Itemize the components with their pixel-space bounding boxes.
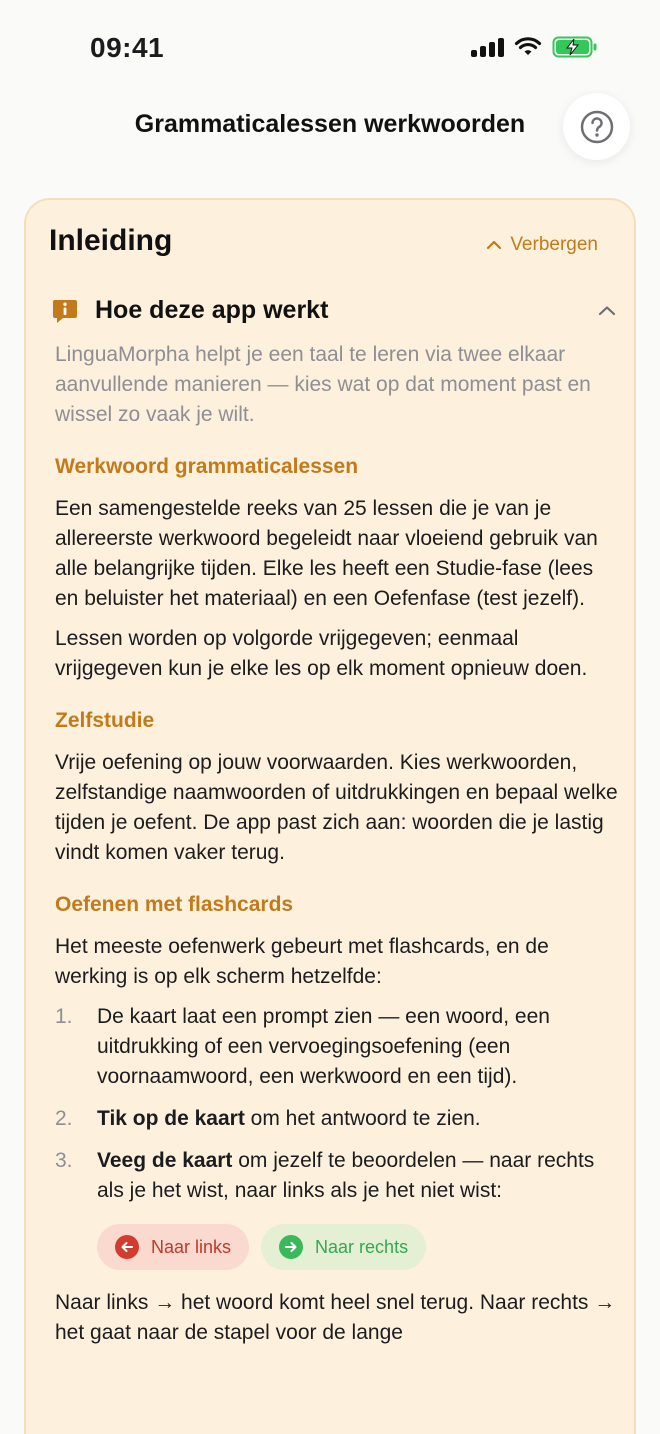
question-circle-icon: [580, 110, 614, 144]
arrow-left-icon: [115, 1235, 139, 1259]
list-number: 2.: [55, 1107, 73, 1130]
list-text-bold: Tik op de kaart: [97, 1107, 245, 1130]
verb-lessons-paragraph-1: Een samengestelde reeks van 25 lessen die je van je allereerste werkwoord begeleidt naar vloeiend gebruik van alle belangrijke tijden. Elke les heeft een Studie-fase (lees en beluister het materiaal) en een Oefenfase (test jezelf).: [55, 497, 598, 610]
battery-charging-icon: [552, 36, 598, 58]
list-number: 3.: [55, 1149, 73, 1172]
swipe-left-chip: [97, 1224, 249, 1270]
list-item: [55, 1104, 620, 1134]
verb-lessons-heading: Werkwoord grammaticalessen: [55, 455, 359, 478]
flashcards-heading: Oefenen met flashcards: [55, 893, 294, 916]
cellular-signal-icon: [471, 37, 504, 57]
self-study-heading: Zelfstudie: [55, 709, 155, 732]
intro-card: [24, 198, 636, 1434]
self-study-paragraph: Vrije oefening op jouw voorwaarden. Kies werkwoorden, zelfstandige naamwoorden of uitdrukkingen en bepaal welke tijden je oefent. De app past zich aan: woorden die je lastig vindt komen vaker terug.: [55, 751, 618, 864]
list-text-body: om het antwoord te zien.: [244, 1107, 481, 1130]
flashcards-paragraph-2: Naar links → het woord komt heel snel terug. Naar rechts → het gaat naar de stapel voor de lange: [55, 1291, 616, 1344]
swipe-right-label: Naar rechts: [315, 1236, 409, 1257]
intro-text: LinguaMorpha helpt je een taal te leren via twee elkaar aanvullende manieren — kies wat op dat moment past en wissel zo vaak je wilt.: [55, 343, 591, 426]
card-title: Inleiding: [49, 224, 173, 257]
section-header[interactable]: [51, 296, 616, 325]
list-item: [55, 1002, 620, 1092]
swipe-right-chip: [261, 1224, 426, 1270]
help-button[interactable]: [563, 93, 630, 160]
list-number: 1.: [55, 1005, 73, 1028]
wifi-icon: [514, 37, 542, 57]
arrow-right-icon: [279, 1235, 303, 1259]
swipe-left-label: Naar links: [151, 1236, 232, 1257]
hide-button[interactable]: [486, 234, 598, 256]
list-item: [55, 1146, 620, 1206]
status-icons: [471, 36, 598, 58]
list-text: [97, 1146, 620, 1206]
list-text-body: De kaart laat een prompt zien — een woord, een uitdrukking of een vervoegingsoefening (een voornaamwoord, een werkwoord en een tijd).: [97, 1005, 550, 1088]
swipe-legend: [97, 1224, 620, 1270]
list-text-body: om jezelf te beoordelen — naar rechts als je het wist, naar links als je het niet wist:: [97, 1149, 595, 1202]
flashcards-paragraph-1: Het meeste oefenwerk gebeurt met flashcards, en de werking is op elk scherm hetzelfde:: [55, 935, 549, 988]
verb-lessons-paragraph-2: Lessen worden op volgorde vrijgegeven; eenmaal vrijgegeven kun je elke les op elk moment opnieuw doen.: [55, 627, 588, 680]
page-title: Grammaticalessen werkwoorden: [134, 110, 526, 138]
section-title: Hoe deze app werkt: [95, 296, 329, 324]
info-bubble-icon: [51, 297, 79, 325]
list-text: [97, 1104, 620, 1134]
chevron-up-icon: [598, 305, 616, 317]
hide-label: Verbergen: [510, 234, 598, 255]
section-content: [55, 340, 620, 1358]
status-time: 09:41: [90, 32, 165, 63]
chevron-up-icon: [486, 239, 502, 251]
list-text-bold: Veeg de kaart: [97, 1149, 233, 1172]
list-text: [97, 1002, 620, 1092]
status-bar: [0, 0, 660, 96]
